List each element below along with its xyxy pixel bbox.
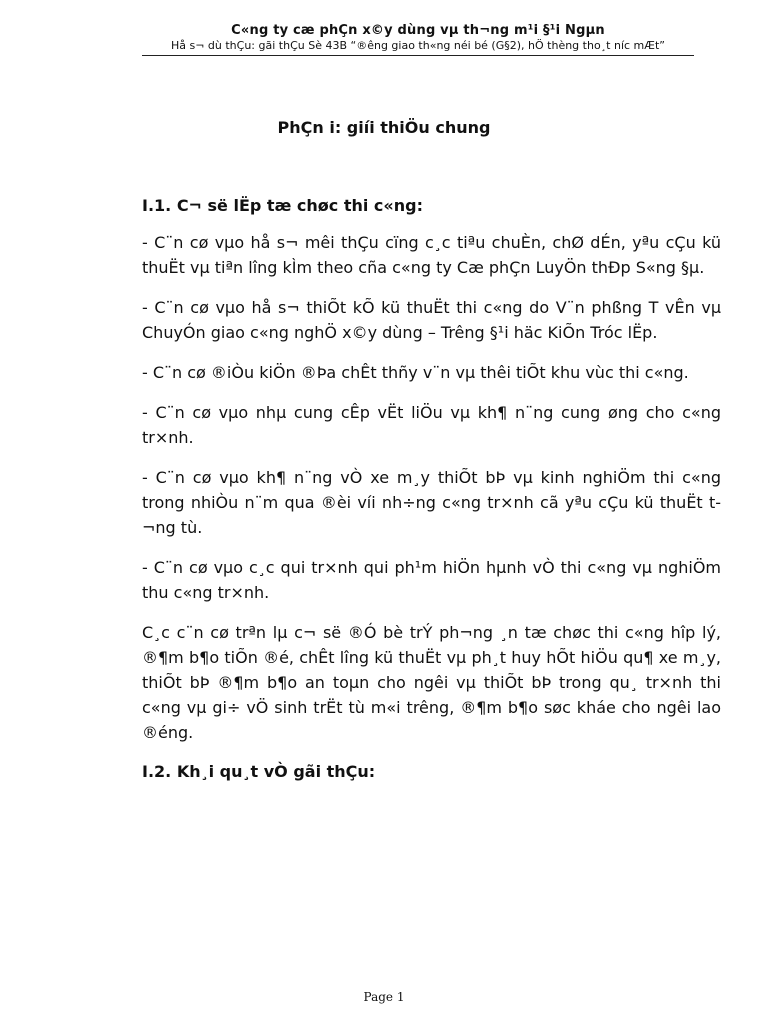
page-header [142, 22, 694, 56]
section-heading-1: I.1. C¬ së lËp tæ chøc thi c«ng: [142, 196, 423, 215]
header-subtitle: Hå s¬ dù thÇu: gãi thÇu Sè 43B “®êng giao th«ng néi bé (G§2), hÖ thèng tho¸t níc mÆt” [170, 39, 666, 52]
paragraph: - C¨n cø vµo hå s¬ mêi thÇu cïng c¸c tiªu chuÈn, chØ dÉn, yªu cÇu kü thuËt vµ tiªn lîng kÌm theo cña c«ng ty Cæ phÇn LuyÖn thÐp S«ng §µ. [142, 233, 721, 277]
paragraph: - C¨n cø vµo c¸c qui tr×nh qui ph¹m hiÖn hµnh vÒ thi c«ng vµ nghiÖm thu c«ng tr×nh. [142, 558, 721, 602]
paragraph: - C¨n cø vµo nhµ cung cÊp vËt liÖu vµ kh¶ n¨ng cung øng cho c«ng tr×nh. [142, 403, 721, 447]
paragraph: - C¨n cø vµo kh¶ n¨ng vÒ xe m¸y thiÕt bÞ vµ kinh nghiÖm thi c«ng trong nhiÒu n¨m qua ®èi víi nh÷ng c«ng tr×nh cã yªu cÇu kü thuËt t¬ng tù. [142, 468, 721, 537]
paragraph: - C¨n cø vµo hå s¬ thiÕt kÕ kü thuËt thi c«ng do V¨n phßng T vÊn vµ ChuyÓn giao c«ng nghÖ x©y dùng – Trêng §¹i häc KiÕn Tróc lËp. [142, 298, 721, 342]
section-heading-2: I.2. Kh¸i qu¸t vÒ gãi thÇu: [142, 762, 376, 781]
document-body [142, 194, 721, 784]
paragraph: C¸c c¨n cø trªn lµ c¬ së ®Ó bè trÝ ph¬ng ¸n tæ chøc thi c«ng hîp lý, ®¶m b¶o tiÕn ®é, chÊt lîng kü thuËt vµ ph¸t huy hÕt hiÖu qu¶ xe m¸y, thiÕt bÞ ®¶m b¶o an toµn cho ngêi vµ thiÕt bÞ trong qu¸ tr×nh thi c«ng vµ gi÷ vÖ sinh trËt tù m«i trêng, ®¶m b¶o søc kháe cho ngêi lao ®éng. [142, 623, 721, 742]
page-number: Page 1 [363, 990, 405, 1004]
header-company-title: C«ng ty cæ phÇn x©y dùng vµ th¬ng m¹i §¹i Ngµn [231, 23, 605, 38]
part-title: PhÇn i: giíi thiÖu chung [277, 118, 491, 137]
paragraph: - C¨n cø ®iÒu kiÖn ®Þa chÊt thñy v¨n vµ thêi tiÕt khu vùc thi c«ng. [142, 363, 689, 382]
